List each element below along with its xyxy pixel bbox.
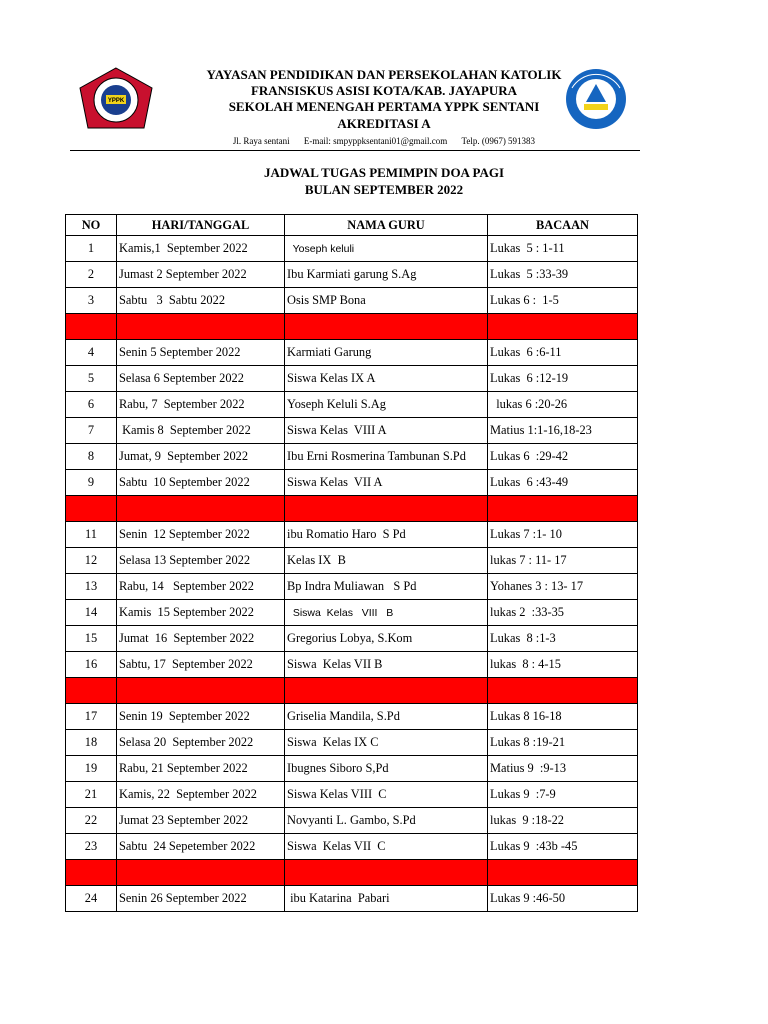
address: Jl. Raya sentani [232, 136, 290, 146]
cell-reading: Lukas 6 :6-11 [488, 340, 638, 366]
separator-cell [488, 678, 638, 704]
table-body [66, 236, 638, 912]
schedule-table [65, 214, 638, 912]
cell-no: 11 [66, 522, 117, 548]
separator-cell [66, 678, 117, 704]
separator-cell [285, 496, 488, 522]
cell-reading: Yohanes 3 : 13- 17 [488, 574, 638, 600]
table-row [66, 834, 638, 860]
cell-day: Kamis,1 September 2022 [117, 236, 285, 262]
cell-no: 22 [66, 808, 117, 834]
cell-reading: lukas 9 :18-22 [488, 808, 638, 834]
cell-reading: Lukas 6 :29-42 [488, 444, 638, 470]
table-row [66, 548, 638, 574]
cell-no: 9 [66, 470, 117, 496]
cell-no: 12 [66, 548, 117, 574]
table-row [66, 704, 638, 730]
table-row [66, 886, 638, 912]
cell-reading: Lukas 8 :1-3 [488, 626, 638, 652]
cell-reading: Matius 1:1-16,18-23 [488, 418, 638, 444]
cell-day: Selasa 6 September 2022 [117, 366, 285, 392]
table-row [66, 626, 638, 652]
cell-day: Jumat, 9 September 2022 [117, 444, 285, 470]
separator-cell [488, 860, 638, 886]
cell-day: Sabtu 10 September 2022 [117, 470, 285, 496]
cell-name: Ibugnes Siboro S,Pd [285, 756, 488, 782]
cell-day: Rabu, 7 September 2022 [117, 392, 285, 418]
cell-day: Rabu, 14 September 2022 [117, 574, 285, 600]
cell-no: 1 [66, 236, 117, 262]
cell-reading: Matius 9 :9-13 [488, 756, 638, 782]
school-name: SEKOLAH MENENGAH PERTAMA YPPK SENTANI [228, 99, 540, 114]
cell-reading: Lukas 5 :33-39 [488, 262, 638, 288]
separator-cell [488, 314, 638, 340]
cell-name: Yoseph Keluli S.Ag [285, 392, 488, 418]
contact-line [0, 136, 768, 146]
cell-reading: lukas 7 : 11- 17 [488, 548, 638, 574]
table-row [66, 392, 638, 418]
table-row [66, 730, 638, 756]
cell-day: Sabtu 24 Sepetember 2022 [117, 834, 285, 860]
cell-no: 21 [66, 782, 117, 808]
cell-no: 4 [66, 340, 117, 366]
table-row [66, 782, 638, 808]
cell-no: 16 [66, 652, 117, 678]
cell-name: Siswa Kelas VIII B [285, 600, 488, 626]
header-day: HARI/TANGGAL [117, 215, 285, 236]
cell-day: Jumat 16 September 2022 [117, 626, 285, 652]
cell-name: ibu Katarina Pabari [285, 886, 488, 912]
cell-reading: lukas 2 :33-35 [488, 600, 638, 626]
separator-row [66, 860, 638, 886]
cell-reading: Lukas 9 :43b -45 [488, 834, 638, 860]
table-row [66, 366, 638, 392]
cell-no: 8 [66, 444, 117, 470]
separator-row [66, 314, 638, 340]
separator-cell [117, 678, 285, 704]
cell-reading: Lukas 6 :12-19 [488, 366, 638, 392]
cell-day: Kamis, 22 September 2022 [117, 782, 285, 808]
table-row [66, 522, 638, 548]
cell-no: 2 [66, 262, 117, 288]
accreditation: AKREDITASI A [337, 116, 431, 131]
cell-day: Senin 12 September 2022 [117, 522, 285, 548]
separator-cell [285, 678, 488, 704]
cell-day: Jumat 23 September 2022 [117, 808, 285, 834]
cell-reading: Lukas 9 :46-50 [488, 886, 638, 912]
cell-name: Siswa Kelas IX A [285, 366, 488, 392]
separator-row [66, 496, 638, 522]
header-name: NAMA GURU [285, 215, 488, 236]
separator-cell [117, 496, 285, 522]
table-header-row [66, 215, 638, 236]
cell-day: Sabtu 3 Sabtu 2022 [117, 288, 285, 314]
cell-no: 13 [66, 574, 117, 600]
document-title: JADWAL TUGAS PEMIMPIN DOA PAGI [263, 165, 505, 180]
cell-no: 18 [66, 730, 117, 756]
cell-day: Senin 19 September 2022 [117, 704, 285, 730]
table-row [66, 756, 638, 782]
cell-name: Yoseph keluli [285, 236, 488, 262]
separator-cell [66, 314, 117, 340]
table-row [66, 236, 638, 262]
cell-no: 5 [66, 366, 117, 392]
cell-day: Kamis 8 September 2022 [117, 418, 285, 444]
cell-day: Jumast 2 September 2022 [117, 262, 285, 288]
foundation-subname: FRANSISKUS ASISI KOTA/KAB. JAYAPURA [250, 83, 518, 98]
table-row [66, 418, 638, 444]
cell-name: Siswa Kelas IX C [285, 730, 488, 756]
table-row [66, 574, 638, 600]
table-row [66, 444, 638, 470]
cell-day: Sabtu, 17 September 2022 [117, 652, 285, 678]
cell-day: Rabu, 21 September 2022 [117, 756, 285, 782]
separator-cell [285, 860, 488, 886]
table-row [66, 600, 638, 626]
cell-day: Kamis 15 September 2022 [117, 600, 285, 626]
cell-reading: Lukas 6 :43-49 [488, 470, 638, 496]
foundation-name: YAYASAN PENDIDIKAN DAN PERSEKOLAHAN KATOLIK [206, 67, 562, 82]
cell-no: 24 [66, 886, 117, 912]
table-row [66, 340, 638, 366]
cell-day: Senin 26 September 2022 [117, 886, 285, 912]
cell-day: Selasa 13 September 2022 [117, 548, 285, 574]
cell-name: Griselia Mandila, S.Pd [285, 704, 488, 730]
cell-name: Siswa Kelas VII B [285, 652, 488, 678]
email: E-mail: smpyppksentani01@gmail.com [303, 136, 448, 146]
header-no: NO [66, 215, 117, 236]
cell-name: Bp Indra Muliawan S Pd [285, 574, 488, 600]
cell-no: 23 [66, 834, 117, 860]
cell-name: Ibu Erni Rosmerina Tambunan S.Pd [285, 444, 488, 470]
cell-no: 3 [66, 288, 117, 314]
cell-reading: lukas 8 : 4-15 [488, 652, 638, 678]
cell-name: Gregorius Lobya, S.Kom [285, 626, 488, 652]
cell-name: Karmiati Garung [285, 340, 488, 366]
cell-day: Senin 5 September 2022 [117, 340, 285, 366]
document-subtitle: BULAN SEPTEMBER 2022 [304, 182, 464, 197]
cell-reading: Lukas 6 : 1-5 [488, 288, 638, 314]
header-divider [70, 150, 640, 151]
cell-day: Selasa 20 September 2022 [117, 730, 285, 756]
separator-cell [66, 860, 117, 886]
cell-name: Kelas IX B [285, 548, 488, 574]
cell-no: 14 [66, 600, 117, 626]
separator-cell [285, 314, 488, 340]
cell-name: Ibu Karmiati garung S.Ag [285, 262, 488, 288]
cell-no: 15 [66, 626, 117, 652]
separator-cell [117, 314, 285, 340]
svg-text:YPPK: YPPK [107, 98, 125, 104]
cell-reading: Lukas 5 : 1-11 [488, 236, 638, 262]
phone: Telp. (0967) 591383 [461, 136, 536, 146]
separator-row [66, 678, 638, 704]
table-row [66, 808, 638, 834]
cell-name: Siswa Kelas VIII A [285, 418, 488, 444]
table-row [66, 288, 638, 314]
cell-reading: lukas 6 :20-26 [488, 392, 638, 418]
cell-name: Siswa Kelas VIII C [285, 782, 488, 808]
cell-no: 19 [66, 756, 117, 782]
cell-name: Siswa Kelas VII A [285, 470, 488, 496]
table-row [66, 470, 638, 496]
cell-name: ibu Romatio Haro S Pd [285, 522, 488, 548]
header-reading: BACAAN [488, 215, 638, 236]
cell-reading: Lukas 9 :7-9 [488, 782, 638, 808]
separator-cell [66, 496, 117, 522]
separator-cell [488, 496, 638, 522]
cell-name: Novyanti L. Gambo, S.Pd [285, 808, 488, 834]
cell-name: Siswa Kelas VII C [285, 834, 488, 860]
cell-no: 6 [66, 392, 117, 418]
cell-no: 17 [66, 704, 117, 730]
separator-cell [117, 860, 285, 886]
cell-name: Osis SMP Bona [285, 288, 488, 314]
cell-reading: Lukas 8 :19-21 [488, 730, 638, 756]
table-row [66, 262, 638, 288]
table-row [66, 652, 638, 678]
cell-reading: Lukas 7 :1- 10 [488, 522, 638, 548]
cell-no: 7 [66, 418, 117, 444]
cell-reading: Lukas 8 16-18 [488, 704, 638, 730]
